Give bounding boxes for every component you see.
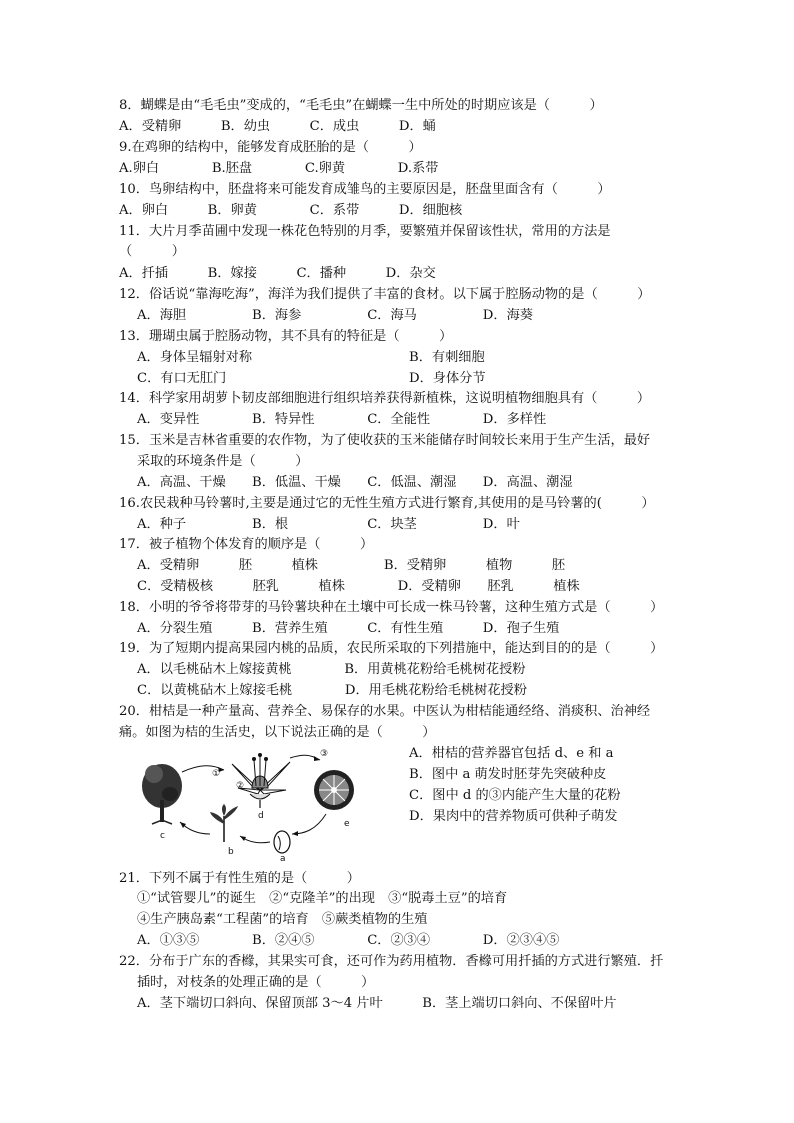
text-line: A．高温、干燥 B．低温、干燥 C．低温、潮湿 D．高温、潮湿 — [137, 475, 573, 490]
text-line: A．受精卵 胚 植株 B．受精卵 植物 胚 — [137, 558, 566, 573]
text-line: C．图中 d 的③内能产生大量的花粉 — [409, 788, 621, 803]
life-cycle-diagram — [140, 742, 402, 864]
text-line: 16.农民栽种马铃薯时,主要是通过它的无性生殖方式进行繁育,其使用的是马铃薯的( ） — [119, 496, 655, 511]
label-n3: ③ — [320, 749, 329, 759]
text-line: 13．珊瑚虫属于腔肠动物，其不具有的特征是（ ） — [119, 329, 453, 344]
text-line: 10．鸟卵结构中，胚盘将来可能发育成雏鸟的主要原因是，胚盘里面含有（ ） — [119, 182, 611, 197]
seed-drawing — [274, 831, 290, 853]
text-line: A．海胆 B．海参 C．海马 D．海葵 — [137, 308, 533, 323]
label-b: b — [228, 847, 234, 857]
text-line: A．分裂生殖 B．营养生殖 C．有性生殖 D．孢子生殖 — [137, 621, 560, 636]
text-line: B．有刺细胞 — [409, 350, 485, 365]
label-e: e — [344, 819, 350, 829]
text-line: A．变异性 B．特异性 C．全能性 D．多样性 — [137, 412, 547, 427]
text-line: 17．被子植物个体发育的顺序是（ ） — [119, 537, 374, 552]
text-line: A．扦插 B．嫁接 C．播种 D．杂交 — [119, 266, 436, 281]
text-line: A．茎下端切口斜向、保留顶部 3～4 片叶 B．茎上端切口斜向、不保留叶片 — [137, 996, 617, 1011]
text-line: A．卵白 B．卵黄 C．系带 D．细胞核 — [119, 203, 463, 218]
label-d: d — [258, 811, 264, 821]
text-line: B．图中 a 萌发时胚芽先突破种皮 — [409, 767, 607, 782]
text-line: 21．下列不属于有性生殖的是（ ） — [119, 871, 360, 886]
citrus-life-cycle-figure — [140, 742, 402, 864]
text-line: （ ） — [119, 244, 185, 259]
text-line: A．以毛桃砧木上嫁接黄桃 B．用黄桃花粉给毛桃树花授粉 — [137, 662, 526, 677]
text-line: 18．小明的爷爷将带芽的马铃薯块种在土壤中可长成一株马铃薯，这种生殖方式是（ ） — [119, 600, 664, 615]
tree-drawing — [142, 764, 182, 824]
text-line: D．身体分节 — [409, 371, 486, 386]
text-line: 12．俗话说“靠海吃海”，海洋为我们提供了丰富的食材。以下属于腔肠动物的是（ ） — [119, 287, 651, 302]
text-line: 14．科学家用胡萝卜韧皮部细胞进行组织培养获得新植株，这说明植物细胞具有（ ） — [119, 391, 651, 406]
text-line: A．身体呈辐射对称 — [137, 350, 253, 365]
text-line: 痛。如图为桔的生活史，以下说法正确的是（ ） — [119, 725, 436, 740]
text-line: 8．蝴蝶是由“毛毛虫”变成的，“毛毛虫”在蝴蝶一生中所处的时期应该是（ ） — [119, 98, 603, 113]
text-line: A．受精卵 B．幼虫 C．成虫 D．蛹 — [119, 119, 436, 134]
label-n1: ① — [212, 769, 221, 779]
text-line: ①“试管婴儿”的诞生 ②“克隆羊”的出现 ③“脱毒土豆”的培育 — [137, 891, 508, 906]
seedling-drawing — [210, 804, 238, 842]
text-line: A.卵白 B.胚盘 C.卵黄 D.系带 — [119, 161, 439, 176]
text-line: 9.在鸡卵的结构中，能够发育成胚胎的是（ ） — [119, 140, 422, 155]
label-c: c — [160, 831, 165, 841]
text-line: ④生产胰岛素“工程菌”的培育 ⑤蕨类植物的生殖 — [137, 912, 428, 927]
text-line: 20．柑桔是一种产量高、营养全、易保存的水果。中医认为柑桔能通经络、消痰积、治神经 — [119, 704, 651, 719]
text-line: A．柑桔的营养器官包括 d、e 和 a — [409, 746, 614, 761]
text-line: C．有口无肛门 — [137, 371, 227, 386]
text-line: 插时，对枝条的处理正确的是（ ） — [137, 975, 375, 990]
text-line: 22．分布于广东的香橼，其果实可食，还可作为药用植物．香橼可用扦插的方式进行繁殖．扦 — [119, 954, 664, 969]
text-line: C．受精极核 胚乳 植株 D．受精卵 胚乳 植株 — [137, 579, 580, 594]
label-n2: ② — [236, 781, 245, 791]
label-a: a — [280, 854, 286, 864]
text-line: 11．大片月季苗圃中发现一株花色特别的月季，要繁殖并保留该性状，常用的方法是 — [119, 224, 611, 239]
text-line: 15．玉米是吉林省重要的农作物，为了使收获的玉米能储存时间较长来用于生产生活，最好 — [119, 433, 651, 448]
text-line: 采取的环境条件是（ ） — [137, 454, 309, 469]
fruit-cross-section-drawing — [314, 770, 354, 810]
text-line: D．果肉中的营养物质可供种子萌发 — [409, 809, 618, 824]
text-line: A．种子 B．根 C．块茎 D．叶 — [137, 517, 520, 532]
text-line: C．以黄桃砧木上嫁接毛桃 D．用毛桃花粉给毛桃树花授粉 — [137, 683, 527, 698]
text-line: 19．为了短期内提高果园内桃的品质，农民所采取的下列措施中，能达到目的的是（ ） — [119, 641, 664, 656]
text-line: A．①③⑤ B．②④⑤ C．②③④ D．②③④⑤ — [137, 933, 560, 948]
